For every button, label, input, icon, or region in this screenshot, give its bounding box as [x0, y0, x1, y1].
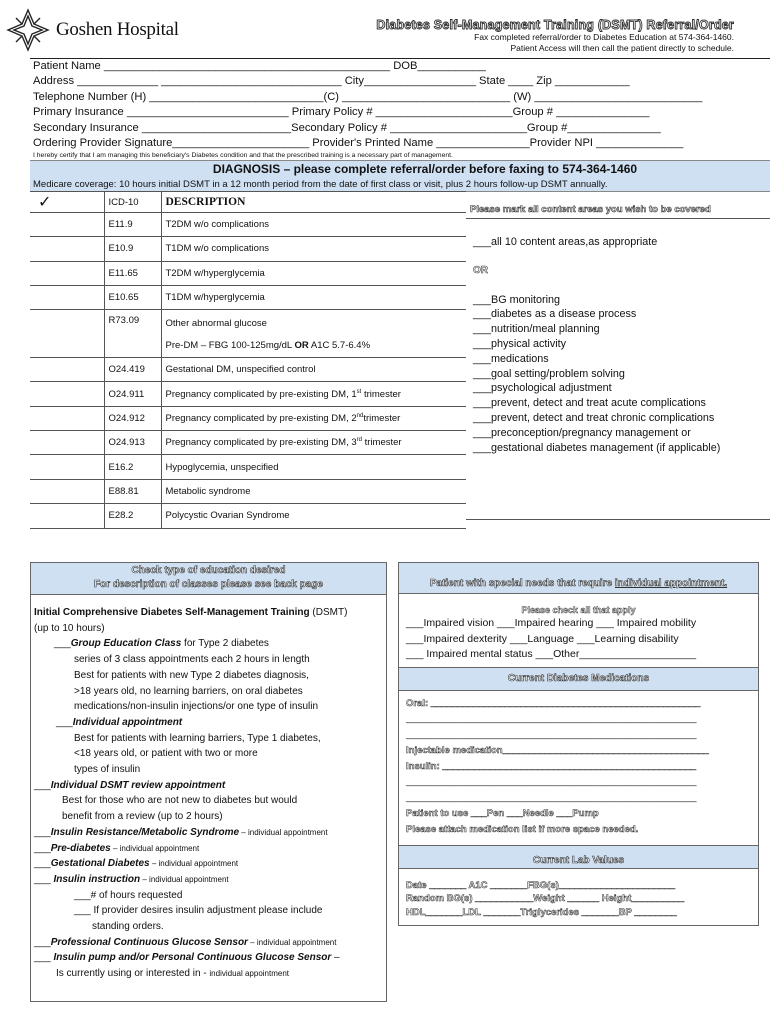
patient-name-line[interactable]: Patient Name ______________________________________________ DOB___________ [33, 60, 486, 72]
group-class-detail: Best for patients with new Type 2 diabetes diagnosis, [74, 669, 309, 681]
dsmt-review-label: Individual DSMT review appointment [50, 779, 226, 791]
icd-description: T1DM w/hyperglycemia [161, 285, 466, 309]
all-content-option[interactable]: ___all 10 content areas,as appropriate [473, 236, 658, 248]
fax-note: Fax completed referral/order to Diabetes Education at 574-364-1460. [474, 32, 734, 42]
table-row [30, 406, 466, 430]
table-row [30, 261, 466, 285]
content-areas-heading: Please mark all content areas you wish to be covered [466, 191, 770, 219]
group-class-detail: medications/non-insulin injections/or one type of insulin [74, 701, 319, 713]
special-needs-panel [398, 562, 759, 926]
table-row [30, 285, 466, 309]
content-area-item[interactable]: ___medications [473, 352, 549, 365]
medication-blank-line[interactable]: _______________________________________________________ [406, 776, 697, 788]
icd-code: R73.09 [104, 310, 161, 358]
icd-code: E10.9 [104, 237, 161, 261]
content-area-item[interactable]: ___diabetes as a disease process [473, 308, 637, 321]
icd-description [161, 406, 466, 430]
or-separator: OR [473, 264, 488, 276]
row-checkbox[interactable] [30, 310, 104, 358]
dsmt-review-detail: Best for those who are not new to diabetes but would [62, 795, 298, 807]
lab-values-heading: Current Lab Values [399, 845, 758, 869]
group-class-option[interactable] [34, 636, 386, 652]
row-checkbox[interactable] [30, 261, 104, 285]
standing-orders-text: standing orders. [92, 921, 164, 933]
table-row [30, 382, 466, 406]
icd-code: E11.9 [104, 213, 161, 237]
row-checkbox[interactable] [30, 285, 104, 309]
initial-dsmt-title [34, 605, 386, 621]
row-checkbox[interactable] [30, 503, 104, 528]
blank-line[interactable]: ___ [34, 842, 51, 854]
medications-section [399, 691, 758, 838]
content-area-item[interactable]: ___physical activity [473, 337, 567, 350]
address-line[interactable]: Address _____________ _____________________________ City__________________ State ____ Zip ____________ [33, 75, 630, 88]
insulin-resistance-option[interactable] [34, 825, 386, 841]
icd-code: E10.65 [104, 285, 161, 309]
icd-code: O24.911 [104, 382, 161, 406]
education-panel [30, 562, 387, 1002]
individual-appointment-emphasis: individual appointment. [614, 578, 728, 589]
medication-blank-line[interactable]: _______________________________________________________ [406, 792, 697, 804]
education-heading-line1: Check type of education desired [131, 565, 286, 576]
icd-description: T2DM w/hyperglycemia [161, 261, 466, 285]
ordinal-suffix: rd [356, 437, 362, 444]
special-needs-row[interactable]: ___ Impaired mental status ___Other____________________ [406, 648, 697, 660]
blank-line[interactable]: ___ [34, 858, 51, 870]
individual-appointment-detail: <18 years old, or patient with two or more [74, 748, 258, 760]
icd-description-text: Pregnancy complicated by pre-existing DM, 2 [165, 413, 357, 424]
insulin-adjustment-field[interactable]: ___ If provider desires insulin adjustment please include [74, 905, 323, 917]
secondary-insurance-line[interactable]: Secondary Insurance ________________________Secondary Policy # ______________________Group #_______________ [33, 121, 661, 134]
icd-code: E11.65 [104, 261, 161, 285]
content-area-item[interactable]: ___gestational diabetes management (if applicable) [473, 441, 721, 454]
appointment-note: – individual appointment [149, 859, 239, 869]
access-note: Patient Access will then call the patient directly to schedule. [510, 43, 734, 53]
gestational-label: Gestational Diabetes [50, 858, 150, 870]
content-area-item[interactable]: ___psychological adjustment [473, 382, 612, 395]
individual-appointment-detail: types of insulin [74, 764, 141, 776]
patient-info-section [30, 58, 770, 161]
icd-description: T1DM w/o complications [161, 237, 466, 261]
check-column-header [30, 192, 104, 213]
table-row [30, 431, 466, 455]
group-class-detail: >18 years old, no learning barriers, on oral diabetes [74, 685, 303, 697]
prediabetes-option[interactable] [34, 841, 386, 857]
ordinal-suffix: nd [356, 412, 364, 419]
dsmt-review-detail: benefit from a review (up to 2 hours) [62, 811, 223, 823]
group-class-label: Group Education Class [70, 638, 182, 650]
blank-line[interactable]: ___ [34, 936, 51, 948]
education-heading-line2: For description of classes please see back page [94, 579, 323, 590]
prediabetes-criteria [166, 336, 463, 356]
content-area-list [466, 293, 770, 456]
blank-line[interactable]: ___ [34, 779, 51, 791]
row-checkbox[interactable] [30, 431, 104, 455]
icd-code: O24.913 [104, 431, 161, 455]
group-class-detail: series of 3 class appointments each 2 hours in length [74, 654, 310, 666]
icd-description-text: Pregnancy complicated by pre-existing DM, 1 [165, 388, 357, 400]
insulin-pump-option[interactable] [34, 950, 386, 966]
medications-heading: Current Diabetes Medications [399, 667, 758, 691]
appointment-note: – individual appointment [140, 874, 229, 884]
ordinal-suffix: st [356, 388, 362, 395]
prediabetes-a1c: A1C 5.7-6.4% [308, 339, 371, 351]
special-needs-row[interactable]: ___Impaired dexterity ___Language ___Learning disability [406, 632, 679, 645]
table-row [30, 310, 466, 358]
insulin-field[interactable]: Insulin: ________________________________________________ [406, 760, 697, 772]
blank-line[interactable]: ___ [56, 716, 73, 728]
special-needs-row[interactable]: ___Impaired vision ___Impaired hearing ___ Impaired mobility [406, 617, 697, 629]
lab-row-a1c[interactable]: Date _______ A1C _______FBG(s)______________________ [406, 879, 676, 891]
form-header [376, 18, 734, 54]
hospital-name: Goshen Hospital [56, 19, 179, 40]
table-row [30, 503, 466, 528]
certification-statement: I hereby certify that I am managing this beneficiary's Diabetes condition and that the prescribed training is a necessary part of management. [33, 152, 453, 160]
attach-list-note: Please attach medication list if more space needed. [406, 823, 639, 835]
individual-appointment-label: Individual appointment [72, 716, 183, 728]
diagnosis-table [30, 191, 466, 529]
content-area-item[interactable]: ___prevent, detect and treat acute complications [473, 397, 706, 410]
initial-dsmt-abbr: (DSMT) [309, 607, 348, 618]
lab-row-weight[interactable]: Random BG(s) ___________Weight ______ Height__________ [406, 893, 685, 905]
appointment-note: individual appointment [209, 969, 290, 979]
individual-appointment-detail: Best for patients with learning barriers, Type 1 diabetes, [74, 732, 321, 744]
blank-line[interactable]: ___ [34, 873, 54, 885]
icd-description-tail: trimester [362, 437, 402, 449]
icd-description: Metabolic syndrome [161, 479, 466, 503]
icd-description [161, 431, 466, 455]
icd-description-text: Pregnancy complicated by pre-existing DM, 3 [165, 437, 357, 449]
icd-description [161, 382, 466, 406]
injectable-medication-field[interactable]: Injectable medication_______________________________________ [406, 744, 709, 756]
content-area-item[interactable]: ___goal setting/problem solving [473, 367, 625, 380]
appointment-note: – individual appointment [247, 937, 337, 947]
icd-description: T2DM w/o complications [161, 213, 466, 237]
row-checkbox[interactable] [30, 213, 104, 237]
insulin-pump-label: Insulin pump and/or Personal Continuous Glucose Sensor [53, 952, 332, 964]
icd-code: O24.912 [104, 406, 161, 430]
initial-dsmt-hours: (up to 10 hours) [34, 622, 105, 634]
icd-code: O24.419 [104, 358, 161, 382]
description-column-header: DESCRIPTION [161, 192, 466, 213]
diagnosis-title: DIAGNOSIS – please complete referral/order before faxing to 574-364-1460 [212, 162, 638, 176]
table-row [30, 213, 466, 237]
checkmark-icon: ✓ [38, 194, 52, 211]
insulin-instruction-option[interactable] [34, 872, 386, 888]
appointment-note: – individual appointment [110, 843, 200, 853]
group-class-tail: for Type 2 diabetes [181, 638, 269, 650]
cgm-option[interactable] [34, 935, 386, 951]
appointment-note: – individual appointment [239, 827, 328, 837]
blank-line[interactable]: ___ [34, 826, 51, 838]
prediabetes-label: Pre-diabetes [50, 842, 111, 854]
icd-description-tail: trimester [363, 413, 401, 424]
individual-appointment-option[interactable] [34, 715, 386, 731]
row-checkbox[interactable] [30, 479, 104, 503]
icd-description: Polycystic Ovarian Syndrome [161, 503, 466, 528]
insulin-instruction-label: Insulin instruction [53, 873, 141, 885]
row-checkbox[interactable] [30, 406, 104, 430]
icd-code: E16.2 [104, 455, 161, 479]
table-row [30, 479, 466, 503]
initial-dsmt-label: Initial Comprehensive Diabetes Self-Management Training [34, 607, 310, 618]
row-checkbox[interactable] [30, 382, 104, 406]
prediabetes-fbg: Pre-DM – FBG 100-125mg/dL [165, 339, 295, 351]
insulin-pump-detail-text: Is currently using or interested in - [56, 968, 210, 980]
icd-description: Gestational DM, unspecified control [161, 358, 466, 382]
check-all-instruction: Please check all that apply [521, 605, 636, 615]
table-row [30, 455, 466, 479]
hospital-logo [6, 8, 179, 52]
blank-line[interactable]: ___ [54, 638, 71, 650]
insulin-resistance-label: Insulin Resistance/Metabolic Syndrome [50, 826, 240, 838]
telephone-line[interactable]: Telephone Number (H) ____________________________(C) ___________________________ (W) ___________________________ [33, 90, 703, 103]
education-heading [31, 563, 386, 595]
medicare-note: Medicare coverage: 10 hours initial DSMT in a 12 month period from the date of first class or visit, plus 2 hours follow-up DSMT annually. [33, 179, 608, 190]
row-checkbox[interactable] [30, 358, 104, 382]
content-areas-panel [466, 191, 770, 520]
icd-description [161, 310, 466, 358]
special-needs-heading [399, 563, 758, 594]
insulin-pump-detail [34, 966, 386, 982]
icd-code: E28.2 [104, 503, 161, 528]
lab-values-section [399, 869, 758, 920]
form-title: Diabetes Self-Management Training (DSMT) Referral/Order [376, 18, 734, 32]
or-keyword: OR [294, 339, 309, 351]
education-options [31, 595, 386, 982]
icd-description-tail: trimester [361, 388, 401, 400]
blank-line[interactable]: ___ [34, 952, 54, 964]
content-area-item[interactable]: ___BG monitoring [473, 293, 561, 306]
primary-insurance-line[interactable]: Primary Insurance __________________________ Primary Policy # ______________________Group # _______________ [33, 106, 650, 119]
special-needs-heading-text: Patient with special needs that require [429, 578, 615, 589]
cgm-label: Professional Continuous Glucose Sensor [50, 936, 248, 948]
medication-blank-line[interactable]: _______________________________________________________ [406, 729, 697, 741]
insulin-pump-tail: – [331, 952, 340, 964]
diagnosis-banner [30, 160, 770, 192]
icd-description: Hypoglycemia, unspecified [161, 455, 466, 479]
content-area-item[interactable]: ___preconception/pregnancy management or [473, 426, 691, 439]
provider-signature-line[interactable]: Ordering Provider Signature______________________ Provider's Printed Name _______________Provider NPI ______________ [33, 137, 684, 150]
content-area-item[interactable]: ___nutrition/meal planning [473, 323, 600, 336]
table-row [30, 358, 466, 382]
hours-requested-field[interactable]: ___# of hours requested [74, 889, 183, 901]
icd-column-header: ICD-10 [104, 192, 161, 213]
lab-row-lipids[interactable]: HDL_______LDL _______Triglycerides _______BP ________ [406, 906, 677, 918]
row-checkbox[interactable] [30, 237, 104, 261]
icd-code: E88.81 [104, 479, 161, 503]
table-header-row [30, 192, 466, 213]
dsmt-review-option[interactable] [34, 778, 386, 794]
patient-to-use-options[interactable]: Patient to use ___Pen ___Needle ___Pump [406, 808, 599, 820]
table-row [30, 237, 466, 261]
content-area-item[interactable]: ___prevent, detect and treat chronic complications [473, 411, 715, 424]
medication-blank-line[interactable]: _______________________________________________________ [406, 713, 697, 725]
oral-medications-field[interactable]: Oral: ___________________________________________________ [406, 697, 701, 709]
row-checkbox[interactable] [30, 455, 104, 479]
hospital-cross-icon [6, 8, 50, 52]
icd-description-main: Other abnormal glucose [165, 317, 267, 329]
gestational-option[interactable] [34, 856, 386, 872]
